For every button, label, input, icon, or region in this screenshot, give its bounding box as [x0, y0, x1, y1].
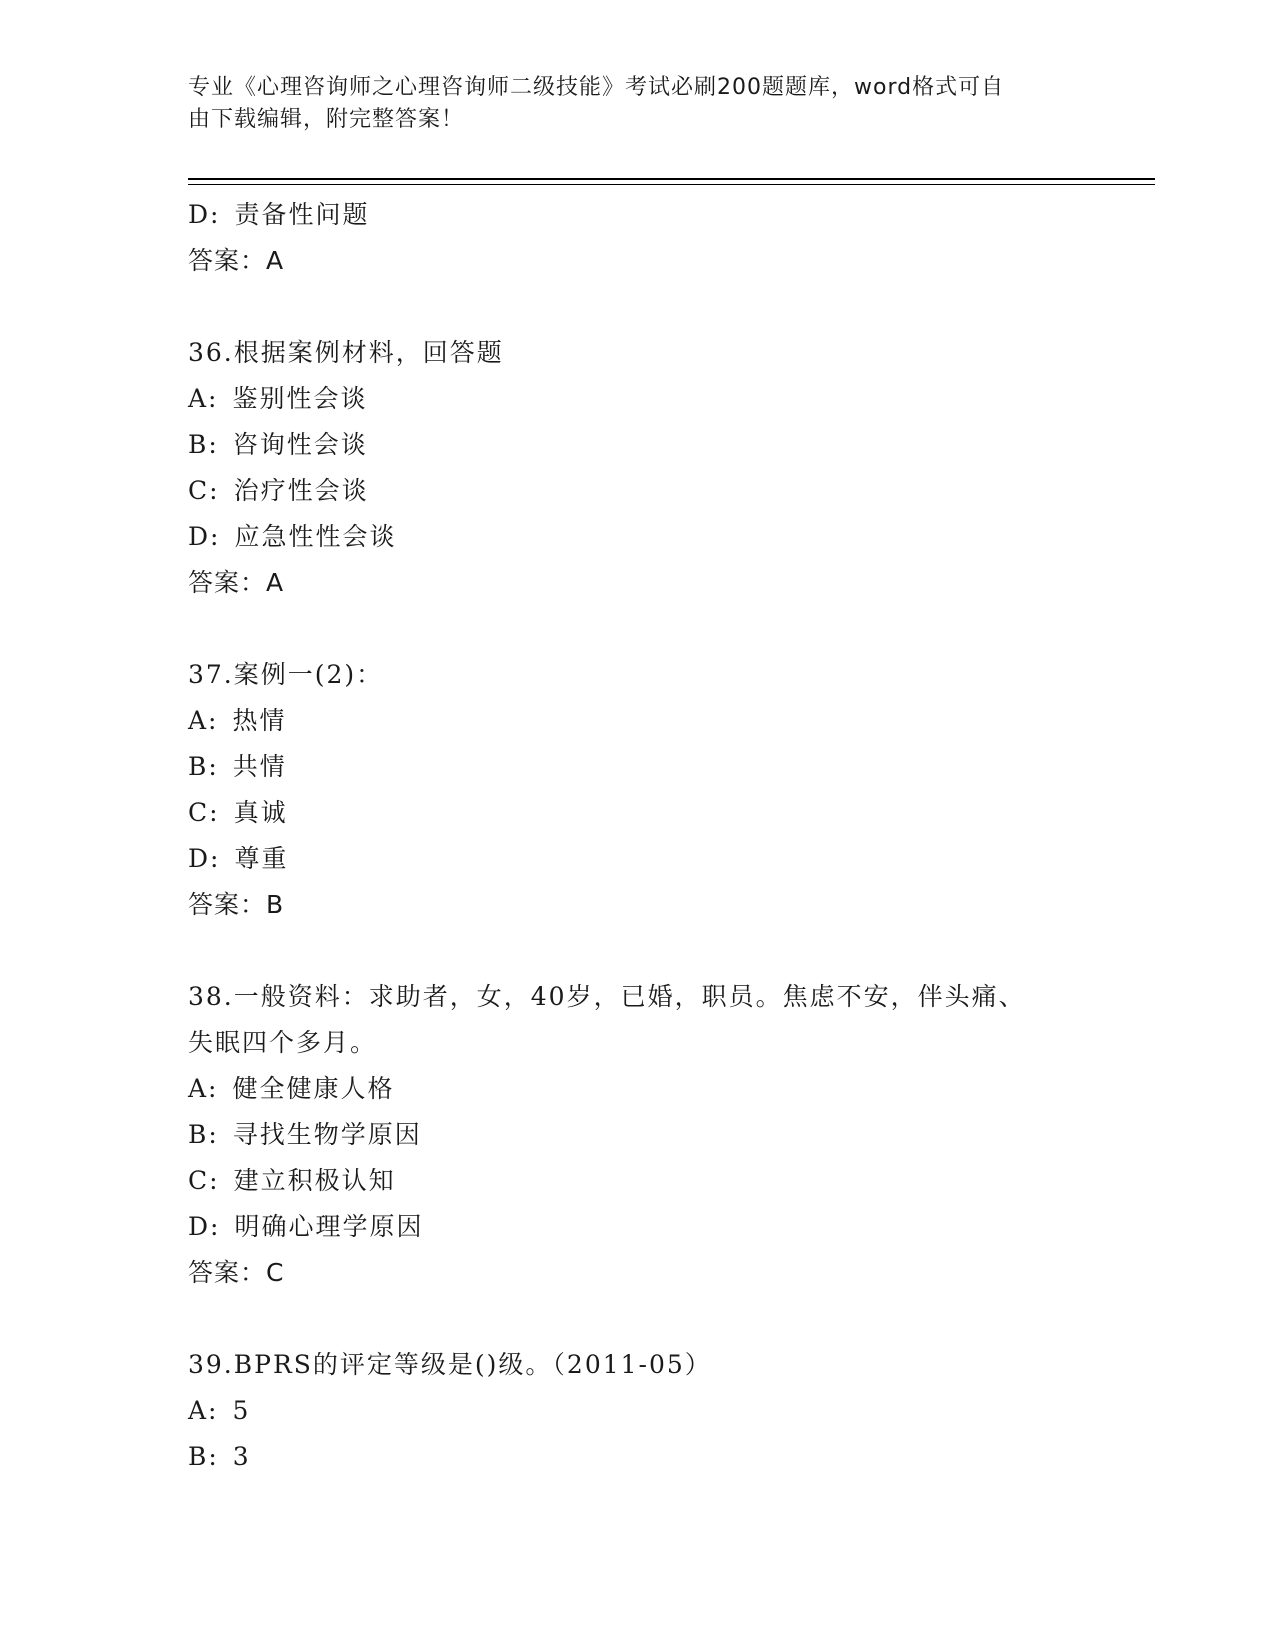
option-row: [188, 836, 1088, 882]
header-divider-thin: [188, 184, 1155, 185]
option-row: [188, 1112, 1088, 1158]
question-block: [188, 1342, 1088, 1480]
option-text: 应急性性会谈: [234, 522, 397, 551]
option-letter: C:: [188, 1166, 220, 1195]
question-stem: 37.案例一(2)：: [188, 660, 384, 689]
question-block: [188, 652, 1088, 928]
answer-line: 答案：B: [188, 890, 285, 919]
answer-line: 答案：A: [188, 246, 285, 275]
answer-line: 答案：A: [188, 568, 285, 597]
option-text: 3: [232, 1442, 251, 1471]
option-text: 共情: [232, 752, 287, 781]
option-letter: A:: [188, 706, 219, 735]
option-letter: D:: [188, 844, 221, 873]
question-block: [188, 330, 1088, 606]
option-letter: A:: [188, 384, 219, 413]
option-letter: C:: [188, 476, 220, 505]
option-row: [188, 744, 1088, 790]
document-header: [188, 72, 1068, 136]
option-row: [188, 698, 1088, 744]
option-text: 健全健康人格: [232, 1074, 395, 1103]
option-letter: D:: [188, 200, 221, 229]
option-text: 热情: [232, 706, 287, 735]
option-letter: B:: [188, 752, 219, 781]
option-row: [188, 514, 1088, 560]
question-block: [188, 974, 1088, 1296]
option-row: [188, 422, 1088, 468]
option-letter: A:: [188, 1396, 219, 1425]
option-text: 责备性问题: [234, 200, 370, 229]
option-row: [188, 1158, 1088, 1204]
question-list: [188, 192, 1088, 1480]
option-text: 建立积极认知: [233, 1166, 396, 1195]
header-line-2: 由下载编辑，附完整答案！: [188, 107, 465, 132]
option-row: [188, 1066, 1088, 1112]
option-row: [188, 468, 1088, 514]
header-divider-thick: [188, 178, 1155, 180]
option-text: 尊重: [234, 844, 289, 873]
option-text: 明确心理学原因: [234, 1212, 424, 1241]
question-stem: 39.BPRS的评定等级是()级。（2011-05）: [188, 1350, 712, 1379]
option-letter: D:: [188, 522, 221, 551]
header-line-1: 专业《心理咨询师之心理咨询师二级技能》考试必刷200题题库，word格式可自: [188, 75, 1005, 100]
option-text: 治疗性会谈: [233, 476, 369, 505]
question-stem: 36.根据案例材料，回答题: [188, 338, 504, 367]
option-row: [188, 376, 1088, 422]
option-text: 真诚: [233, 798, 288, 827]
option-letter: B:: [188, 1442, 219, 1471]
option-row: [188, 1204, 1088, 1250]
option-letter: C:: [188, 798, 220, 827]
option-row: [188, 1434, 1088, 1480]
option-text: 寻找生物学原因: [232, 1120, 422, 1149]
option-row: [188, 1388, 1088, 1434]
option-text: 咨询性会谈: [232, 430, 368, 459]
option-row: [188, 790, 1088, 836]
answer-line: 答案：C: [188, 1258, 285, 1287]
question-stem: 38.一般资料：求助者，女，40岁，已婚，职员。焦虑不安，伴头痛、: [188, 982, 1026, 1011]
option-text: 5: [232, 1396, 251, 1425]
option-row: [188, 192, 1088, 238]
option-letter: B:: [188, 1120, 219, 1149]
option-letter: A:: [188, 1074, 219, 1103]
option-letter: B:: [188, 430, 219, 459]
option-letter: D:: [188, 1212, 221, 1241]
option-text: 鉴别性会谈: [232, 384, 368, 413]
question-stem-continued: 失眠四个多月。: [188, 1028, 378, 1057]
